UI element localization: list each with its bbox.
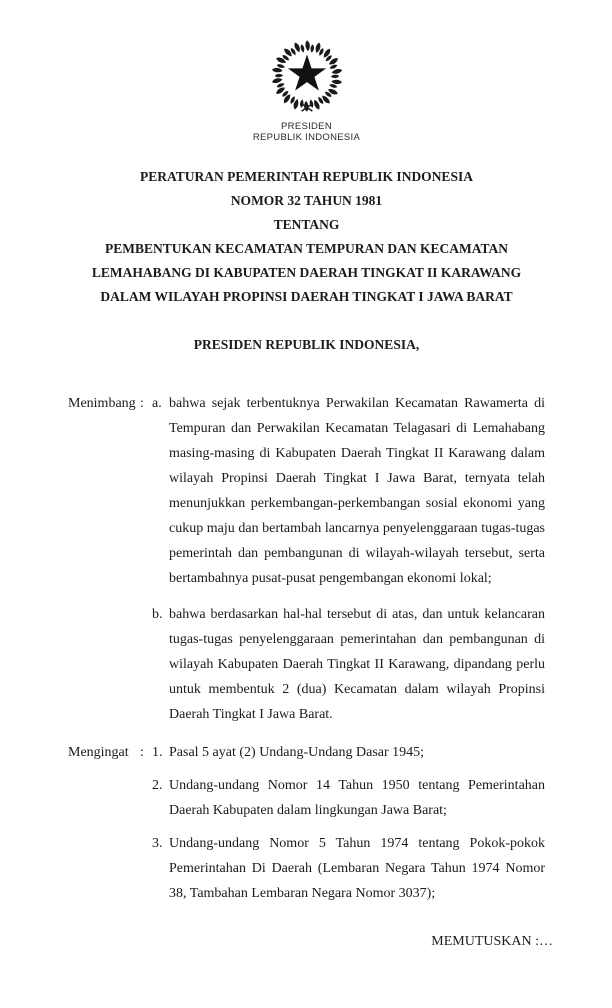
mengingat-item-3 xyxy=(152,831,545,906)
item-text: bahwa berdasarkan hal-hal tersebut di atas, dan untuk kelancaran tugas-tugas penyelenggaraan pemerintahan dan pembangunan di wilayah Kabupaten Daerah Tingkat II Karawang, dipandang perlu untuk membentuk 2 (dua) Kecamatan dalam wilayah Propinsi Daerah Tingkat I Jawa Barat. xyxy=(169,607,545,722)
item-marker: b. xyxy=(152,607,163,622)
mengingat-label: Mengingat xyxy=(68,745,129,760)
menimbang-item-b xyxy=(152,602,545,727)
title-line-5: LEMAHABANG DI KABUPATEN DAERAH TINGKAT II KARAWANG xyxy=(91,265,522,280)
agency-line-2: REPUBLIK INDONESIA xyxy=(252,132,361,143)
menimbang-item-a xyxy=(152,391,545,591)
title-line-4: PEMBENTUKAN KECAMATAN TEMPURAN DAN KECAMATAN xyxy=(105,241,508,256)
item-marker: a. xyxy=(152,396,162,411)
item-marker: 1. xyxy=(152,745,163,760)
menimbang-items xyxy=(152,391,545,727)
presidential-emblem-icon xyxy=(268,34,346,118)
menimbang-colon: : xyxy=(140,396,144,411)
item-text: Undang-undang Nomor 5 Tahun 1974 tentang Pokok-pokok Pemerintahan Di Daerah (Lembaran Negara Tahun 1974 Nomor 38, Tambahan Lembaran Negara Nomor 3037); xyxy=(169,836,545,901)
title-line-1: PERATURAN PEMERINTAH REPUBLIK INDONESIA xyxy=(140,169,473,184)
menimbang-label: Menimbang xyxy=(68,396,136,411)
menimbang-section xyxy=(68,391,545,727)
mengingat-items xyxy=(152,740,545,906)
agency-name xyxy=(68,121,545,143)
preamble-heading: PRESIDEN REPUBLIK INDONESIA, xyxy=(193,337,420,352)
document-title xyxy=(68,165,545,309)
item-marker: 2. xyxy=(152,778,163,793)
item-text: Pasal 5 ayat (2) Undang-Undang Dasar 1945; xyxy=(169,745,425,760)
star-icon xyxy=(287,55,325,91)
document-header xyxy=(68,34,545,143)
item-text: Undang-undang Nomor 14 Tahun 1950 tentang Pemerintahan Daerah Kabupaten dalam lingkungan Jawa Barat; xyxy=(169,778,545,818)
memutuskan-catchword: MEMUTUSKAN :… xyxy=(431,934,553,949)
mengingat-colon: : xyxy=(140,745,144,760)
mengingat-item-1 xyxy=(152,740,545,765)
title-line-2: NOMOR 32 TAHUN 1981 xyxy=(230,193,383,208)
mengingat-item-2 xyxy=(152,773,545,823)
title-line-3: TENTANG xyxy=(273,217,340,232)
agency-line-1: PRESIDEN xyxy=(281,121,332,132)
item-marker: 3. xyxy=(152,836,163,851)
mengingat-section xyxy=(68,740,545,906)
item-text: bahwa sejak terbentuknya Perwakilan Kecamatan Rawamerta di Tempuran dan Perwakilan Kecamatan Telagasari di Lemahabang masing-masing di Kabupaten Daerah Tingkat II Karawang dalam wilayah Propinsi Daerah Tingkat I Jawa Barat, ternyata telah menunjukkan perkembangan-perkembangan sosial ekonomi yang cukup maju dan bertambah lancarnya penyelenggaraan tugas-tugas pemerintah dan pembangunan di wilayah-wilayah tersebut, serta bertambahnya pusat-pusat pengembangan ekonomi lokal; xyxy=(169,396,545,586)
title-line-6: DALAM WILAYAH PROPINSI DAERAH TINGKAT I JAWA BARAT xyxy=(100,289,513,304)
